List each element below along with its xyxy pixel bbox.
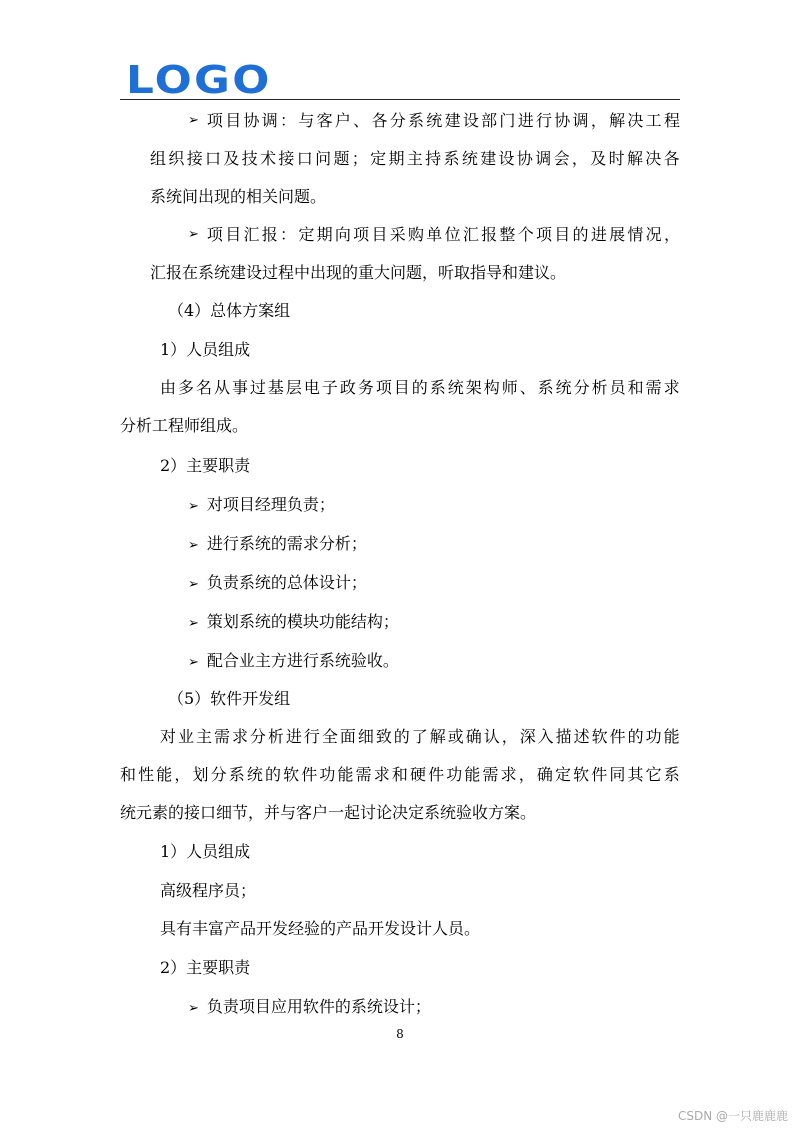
line-text: 2）主要职责 — [160, 456, 251, 475]
text-line — [168, 300, 290, 322]
bullet-arrow-icon: ➢ — [188, 538, 199, 553]
line-text: 具有丰富产品开发经验的产品开发设计人员。 — [160, 919, 481, 938]
line-text: 项 目 协 调 ： 与 客 户 、 各 分 系 统 建 设 部 门 进 行 协 调 ， 解 决 工 程 — [206, 111, 680, 130]
line-text: 1）人员组成 — [160, 340, 251, 359]
watermark: CSDN @一只鹿鹿鹿 — [677, 1109, 788, 1123]
text-line — [160, 339, 250, 361]
line-text: 和 性 能 ， 划 分 系 统 的 软 件 功 能 需 求 和 硬 件 功 能 需 求 ， 确 定 软 件 同 其 它 系 — [120, 765, 680, 784]
line-text: 策划系统的模块功能结构； — [206, 612, 399, 631]
line-text: 负责项目应用软件的系统设计； — [206, 997, 431, 1016]
bullet-arrow-icon: ➢ — [188, 1001, 199, 1016]
line-text: （4）总体方案组 — [168, 301, 291, 320]
bullet-item — [188, 611, 399, 635]
line-text: 对项目经理负责； — [206, 495, 335, 514]
text-line — [160, 957, 250, 979]
bullet-arrow-icon: ➢ — [188, 227, 199, 242]
line-text: 汇报在系统建设过程中出现的重大问题，听取指导和建议。 — [150, 263, 567, 282]
line-text: 项 目 汇 报 ： 定 期 向 项 目 采 购 单 位 汇 报 整 个 项 目 的 进 展 情 况 ， — [206, 225, 680, 244]
text-line — [160, 455, 250, 477]
text-line — [120, 415, 248, 437]
page-number: 8 — [396, 1027, 404, 1041]
line-text: 由 多 名 从 事 过 基 层 电 子 政 务 项 目 的 系 统 架 构 师 、 系 统 分 析 员 和 需 求 — [160, 378, 680, 397]
text-line — [120, 802, 536, 824]
bullet-item — [188, 572, 367, 596]
line-text: 高级程序员； — [160, 881, 257, 900]
bullet-item — [188, 650, 399, 674]
line-text: 配合业主方进行系统验收。 — [206, 651, 399, 670]
text-line — [160, 841, 250, 863]
text-line — [160, 880, 256, 902]
bullet-arrow-icon: ➢ — [188, 616, 199, 631]
bullet-arrow-icon: ➢ — [188, 499, 199, 514]
bullet-item — [188, 533, 367, 557]
text-line — [160, 918, 480, 940]
logo: LOGO — [126, 58, 272, 102]
line-text: 负责系统的总体设计； — [206, 573, 367, 592]
text-line — [160, 377, 680, 399]
text-line — [160, 726, 680, 748]
bullet-item — [188, 224, 680, 246]
bullet-item — [188, 996, 431, 1020]
bullet-arrow-icon: ➢ — [188, 113, 199, 128]
bullet-item — [188, 494, 335, 518]
line-text: 2）主要职责 — [160, 958, 251, 977]
line-text: 分析工程师组成。 — [120, 416, 249, 435]
line-text: 对 业 主 需 求 分 析 进 行 全 面 细 致 的 了 解 或 确 认 ， 深 入 描 述 软 件 的 功 能 — [160, 727, 680, 746]
text-line — [168, 688, 290, 710]
bullet-item — [188, 110, 680, 132]
bullet-arrow-icon: ➢ — [188, 577, 199, 592]
line-text: 1）人员组成 — [160, 842, 251, 861]
text-line — [150, 186, 326, 208]
line-text: 组 织 接 口 及 技 术 接 口 问 题 ； 定 期 主 持 系 统 建 设 协 调 会 ， 及 时 解 决 各 — [150, 149, 680, 168]
bullet-arrow-icon: ➢ — [188, 655, 199, 670]
line-text: 进行系统的需求分析； — [206, 534, 367, 553]
line-text: （5）软件开发组 — [168, 689, 291, 708]
line-text: 统元素的接口细节，并与客户一起讨论决定系统验收方案。 — [120, 803, 537, 822]
line-text: 系统间出现的相关问题。 — [150, 187, 327, 206]
text-line — [120, 764, 680, 786]
text-line — [150, 262, 566, 284]
text-line — [150, 148, 680, 170]
